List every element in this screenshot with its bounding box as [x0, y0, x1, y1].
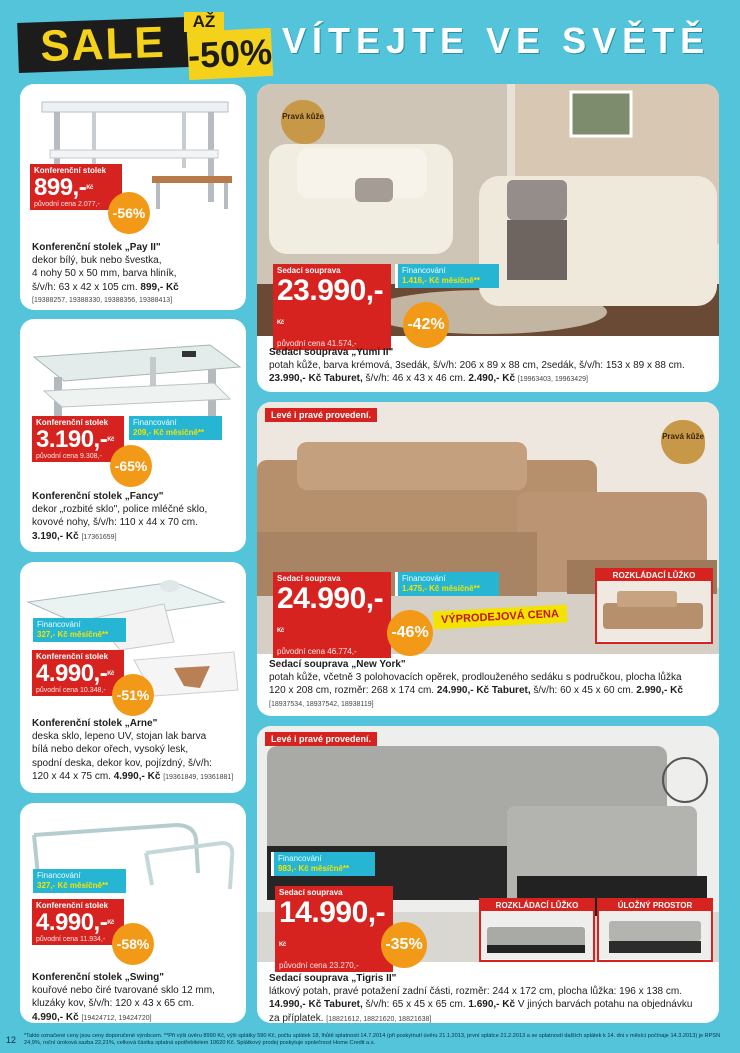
sale-az-label: AŽ	[184, 12, 224, 32]
product-price: 899,- Kč	[140, 281, 179, 293]
desc-line: bílá nebo dekor ořech, vysoký lesk,	[32, 744, 189, 756]
product-codes: [19963403, 19963429]	[517, 376, 588, 384]
storage-photo	[599, 911, 711, 959]
desc-line: kovové nohy, š/v/h: 110 x 44 x 70 cm.	[32, 517, 198, 529]
product-codes: [18937534, 18937542, 18938119]	[269, 700, 374, 708]
product-card-new-york[interactable]	[257, 402, 719, 716]
financing-box	[30, 618, 126, 642]
taburet-dims: š/v/h: 60 x 45 x 60 cm.	[533, 685, 634, 697]
discount-badge: -65%	[110, 445, 152, 487]
other-colors-note: V jiných barvách potahu na objednávku	[517, 999, 693, 1011]
original-price: původní cena 9.308,-	[36, 453, 102, 460]
product-card-pay-ii[interactable]	[20, 84, 246, 310]
currency: Kč	[107, 437, 114, 443]
price-label: Konferenční stolek	[36, 652, 109, 661]
price-label: Konferenční stolek	[34, 166, 107, 175]
financing-value: 1.416,- Kč měsíčně**	[402, 276, 480, 285]
desc-line: kouřové nebo čiré tvarované sklo 12 mm,	[32, 985, 215, 997]
product-card-swing[interactable]	[20, 803, 246, 1023]
currency: Kč	[107, 671, 114, 677]
desc-line: dekor bílý, buk nebo švestka,	[32, 255, 162, 267]
taburet-label: Taburet,	[324, 373, 363, 385]
price-value: 4.990,-	[36, 660, 108, 687]
financing-box	[126, 416, 222, 440]
price-label: Sedací souprava	[279, 888, 343, 897]
original-price: původní cena 46.774,-	[277, 647, 357, 656]
inset-tag: ROZKLÁDACÍ LŮŽKO	[597, 570, 711, 581]
sale-percent: -50%	[187, 28, 273, 80]
product-codes: [19361849, 19361881]	[163, 773, 234, 781]
product-price: 3.190,- Kč	[32, 530, 79, 542]
dims: š/v/h: 63 x 42 x 105 cm.	[32, 281, 138, 293]
product-description	[32, 971, 244, 1023]
price-sticker	[30, 164, 122, 210]
sofa-bed-photo	[481, 911, 593, 959]
dims: 120 x 208 cm, rozměr: 268 x 174 cm.	[269, 685, 435, 697]
price-value: 24.990,-	[277, 582, 384, 615]
taburet-price: 2.990,- Kč	[636, 685, 683, 697]
financing-label: Financování	[278, 854, 322, 863]
product-image-coffee-table	[30, 327, 242, 427]
discount-badge: -56%	[108, 192, 150, 234]
sale-banner	[18, 10, 274, 77]
dims: 120 x 44 x 75 cm.	[32, 770, 111, 782]
desc-line: dekor „rozbité sklo", police mléčné sklo,	[32, 504, 208, 516]
financing-box	[30, 869, 126, 893]
genuine-leather-badge: Pravá kůže	[661, 420, 705, 464]
discount-badge: -58%	[112, 923, 154, 965]
legal-footnote: *Takto označené ceny jsou ceny doporučené výrobcem. **Při výši úvěru 8990 Kč, výši splátky 590 Kč, počtu splátek 18, lhůtě splatnosti 14.7.2014 (při poskytnutí úvěru 21.1.2013, první splátce 21.2.2013 a se splatností dalších splátek k 14. dni v měsíci počínaje 14.3.2013) je RPSN 24,9%, roční úroková sazba 22,21%, celková částka splatná spotřebitelem 10620 Kč. Splátkový prodej poskytuje společnost Home Credit a.s.	[24, 1033, 721, 1046]
product-name: Konferenční stolek „Fancy"	[32, 491, 164, 502]
original-price: původní cena 10.348,-	[36, 687, 106, 694]
financing-value: 327,- Kč měsíčně**	[37, 881, 109, 890]
page-number: 12	[6, 1035, 17, 1045]
product-description	[269, 658, 717, 711]
price-value: 23.990,-	[277, 274, 384, 307]
product-name: Sedací souprava „Yumi II"	[269, 347, 394, 358]
product-price: 4.990,- Kč	[32, 1011, 79, 1023]
product-price: 23.990,- Kč	[269, 373, 322, 385]
price-label: Sedací souprava	[277, 266, 341, 275]
desc-line: kluzáky kov, š/v/h: 120 x 43 x 65 cm.	[32, 998, 195, 1010]
product-description	[269, 972, 717, 1023]
surcharge-note: za příplatek.	[269, 1012, 324, 1023]
product-name: Sedací souprava „Tigris II"	[269, 973, 397, 984]
product-card-arne[interactable]	[20, 562, 246, 793]
original-price: původní cena 41.574,-	[277, 339, 357, 348]
currency: Kč	[86, 185, 93, 191]
financing-value: 327,- Kč měsíčně**	[37, 630, 109, 639]
product-codes: [19388257, 19388330, 19388356, 19388413]	[32, 296, 173, 304]
discount-badge: -46%	[387, 610, 433, 656]
product-price: 14.990,- Kč	[269, 999, 322, 1011]
taburet-dims: š/v/h: 46 x 43 x 46 cm.	[365, 373, 466, 385]
financing-label: Financování	[37, 620, 81, 629]
sofa-bed-inset	[479, 898, 595, 962]
price-sticker	[273, 264, 391, 350]
price-sticker	[275, 886, 393, 972]
financing-value: 209,- Kč měsíčně**	[133, 428, 205, 437]
product-price: 4.990,- Kč	[113, 770, 161, 782]
discount-badge: -35%	[381, 922, 427, 968]
financing-box	[395, 572, 499, 596]
original-price: původní cena 11.934,-	[36, 936, 106, 943]
taburet-price: 1.690,- Kč	[468, 999, 516, 1011]
financing-label: Financování	[37, 871, 81, 880]
genuine-leather-badge: Pravá kůže	[281, 100, 325, 144]
price-label: Konferenční stolek	[36, 901, 109, 910]
storage-inset	[597, 898, 713, 962]
page-title: VÍTEJTE VE SVĚTĚ	[282, 20, 711, 61]
price-value: 3.190,-	[36, 426, 108, 453]
discount-badge: -42%	[403, 302, 449, 348]
product-description	[32, 490, 242, 544]
desc-line: deska sklo, lepeno UV, stojan lak barva	[32, 731, 207, 743]
discount-badge: -51%	[112, 674, 154, 716]
desc-line: 4 nohy 50 x 50 mm, barva hliník,	[32, 268, 177, 280]
price-sticker	[273, 572, 391, 658]
price-value: 14.990,-	[279, 896, 386, 929]
financing-label: Financování	[133, 418, 177, 427]
variant-tag: Levé i pravé provedení.	[265, 732, 377, 746]
financing-box	[395, 264, 499, 288]
product-name: Sedací souprava „New York"	[269, 659, 406, 670]
taburet-price: 2.490,- Kč	[468, 373, 516, 385]
product-codes: [18821612, 18821620, 18821638]	[326, 1015, 432, 1023]
price-value: 4.990,-	[36, 909, 108, 936]
price-sticker	[32, 650, 124, 696]
financing-label: Financování	[402, 574, 446, 583]
financing-box	[271, 852, 375, 876]
product-description	[269, 346, 717, 387]
price-label: Konferenční stolek	[36, 418, 109, 427]
taburet-label: Taburet,	[491, 685, 531, 697]
product-name: Konferenční stolek „Pay II"	[32, 242, 161, 253]
variant-tag: Levé i pravé provedení.	[265, 408, 377, 422]
price-sticker	[32, 899, 124, 945]
product-codes: [19424712, 19424720]	[81, 1014, 152, 1022]
product-name: Konferenční stolek „Arne"	[32, 718, 158, 729]
price-value: 899,-	[34, 174, 87, 201]
product-description	[32, 717, 244, 784]
desc-line: potah kůže, včetně 3 polohovacích opěrek, prodlouženého sedáku s područkou, plocha lůžka	[269, 672, 682, 684]
product-card-tigris-ii[interactable]	[257, 726, 719, 1023]
product-card-fancy[interactable]	[20, 319, 246, 552]
desc-line: spodní deska, dekor kov, pojízdný, š/v/h:	[32, 757, 212, 769]
currency: Kč	[279, 942, 286, 948]
financing-value: 983,- Kč měsíčně**	[278, 864, 350, 873]
sale-word: SALE	[17, 17, 189, 73]
financing-value: 1.475,- Kč měsíčně**	[402, 584, 480, 593]
currency: Kč	[107, 920, 114, 926]
price-label: Sedací souprava	[277, 574, 341, 583]
product-description	[32, 241, 242, 307]
inset-tag: ÚLOŽNÝ PROSTOR	[599, 900, 711, 911]
original-price: původní cena 2.077,-	[34, 201, 100, 208]
clearance-ribbon: VÝPRODEJOVÁ CENA	[433, 605, 568, 630]
currency: Kč	[277, 628, 284, 634]
sofa-bed-inset	[595, 568, 713, 644]
financing-label: Financování	[402, 266, 446, 275]
currency: Kč	[277, 320, 284, 326]
desc-line: látkový potah, pravé potažení zadní části, rozměr: 244 x 172 cm, plocha lůžka: 196 x 138 cm.	[269, 986, 682, 998]
price-sticker	[32, 416, 124, 462]
product-card-yumi-ii[interactable]	[257, 84, 719, 392]
taburet-dims: š/v/h: 65 x 45 x 65 cm.	[365, 999, 466, 1011]
inset-tag: ROZKLÁDACÍ LŮŽKO	[481, 900, 593, 911]
sofa-bed-photo	[597, 581, 711, 641]
product-name: Konferenční stolek „Swing"	[32, 972, 164, 983]
product-codes: [17361659]	[81, 533, 117, 541]
taburet-label: Taburet,	[324, 999, 363, 1011]
product-price: 24.990,- Kč	[436, 685, 490, 697]
desc-line: potah kůže, barva krémová, 3sedák, š/v/h: 206 x 89 x 88 cm, 2sedák, š/v/h: 153 x 89 x 88 cm.	[269, 360, 685, 372]
original-price: původní cena 23.270,-	[279, 961, 359, 970]
